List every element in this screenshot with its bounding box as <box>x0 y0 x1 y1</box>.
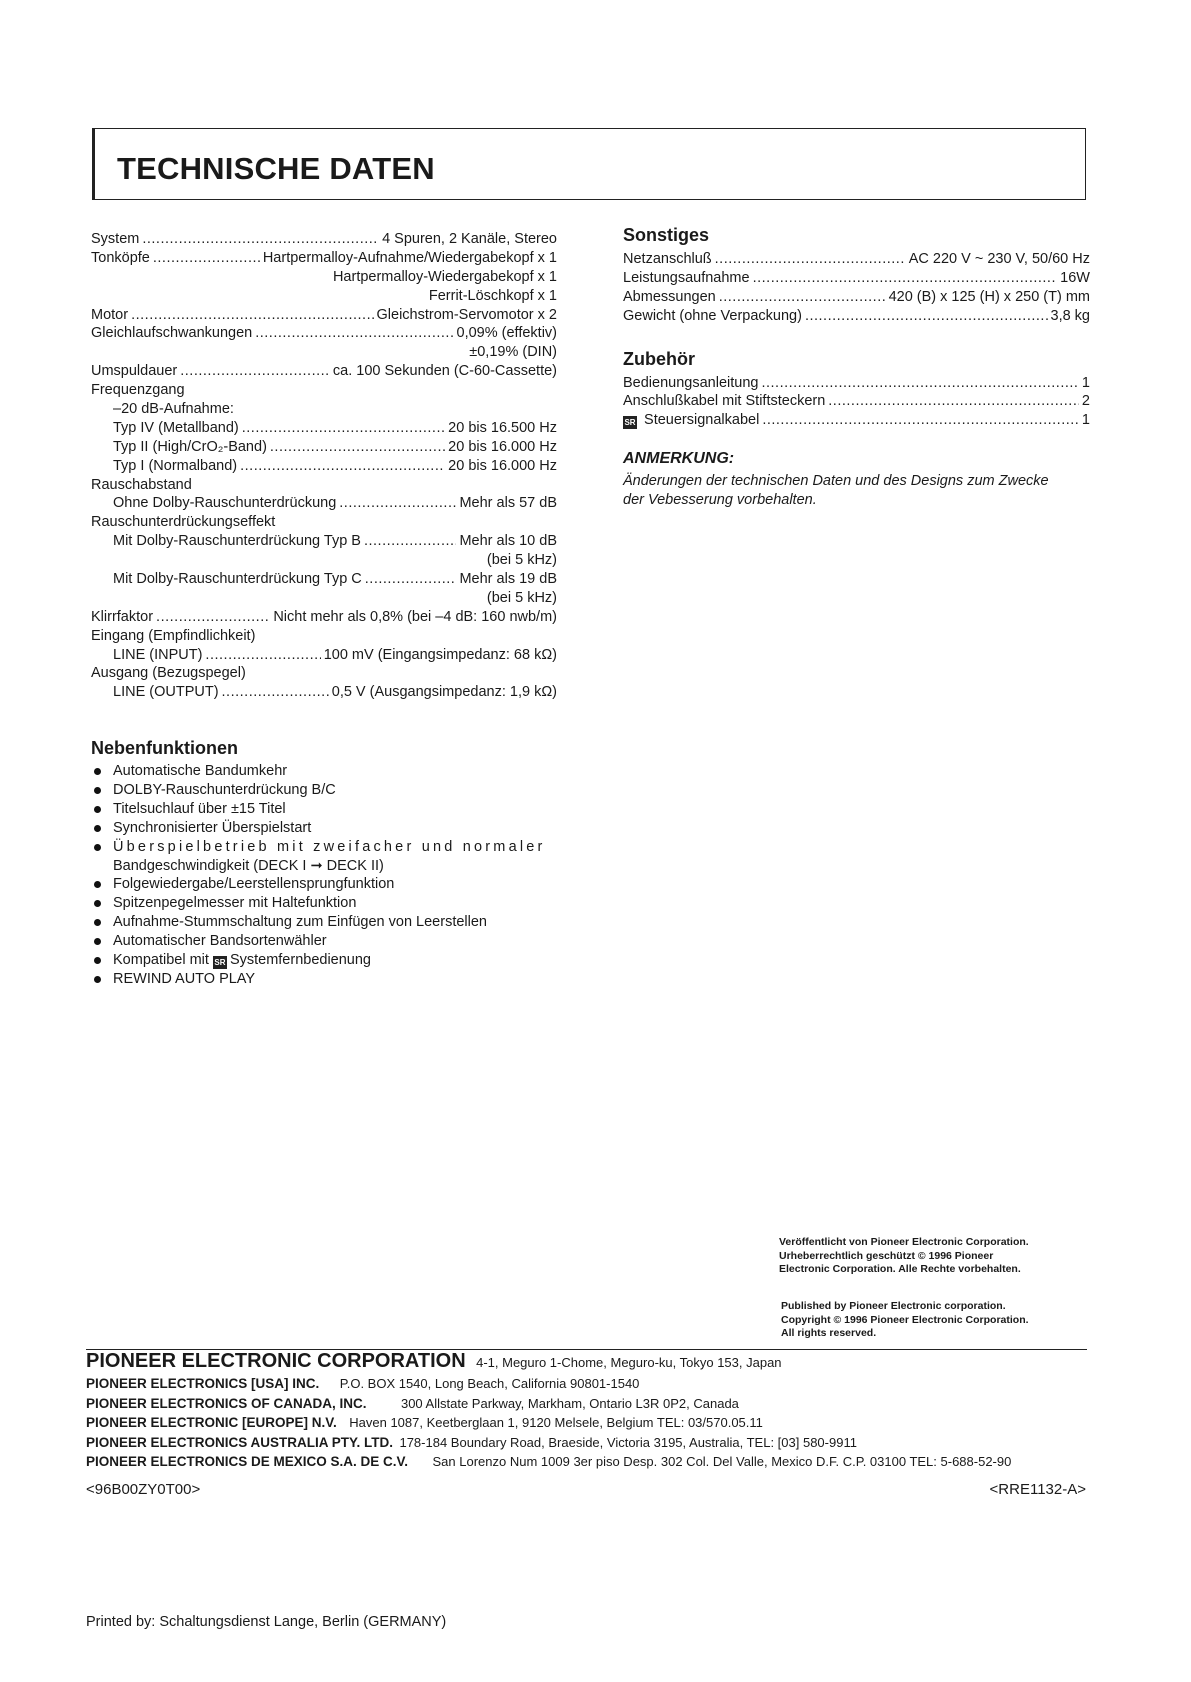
list-item: Automatischer Bandsortenwähler <box>91 932 561 951</box>
spec-rauscheffekt-b: Mit Dolby-Rauschunterdrückung Typ B ..... Mehr als 10 dB <box>91 532 557 551</box>
spec-rauscheffekt-c: Mit Dolby-Rauschunterdrückung Typ C ..... Mehr als 19 dB <box>91 570 557 589</box>
anmerkung-line: Änderungen der technischen Daten und des Designs zum Zwecke <box>623 473 1049 490</box>
doc-code-left: <96B00ZY0T00> <box>86 1481 201 1498</box>
list-item: Kompatibel mit SR Systemfernbedienung <box>91 951 561 970</box>
list-item: REWIND AUTO PLAY <box>91 970 561 989</box>
corp-main-row <box>86 1350 1096 1375</box>
list-item: Folgewiedergabe/Leerstellensprungfunktion <box>91 875 561 894</box>
sr-icon: SR <box>624 418 636 428</box>
spec-tonkoepfe-extra2: Ferrit-Löschkopf x 1 <box>428 287 557 304</box>
spec-klirr: Klirrfaktor ..... Nicht mehr als 0,8% (bei –4 dB: 160 nwb/m) <box>91 608 557 627</box>
spec-rauscheffekt-c-extra: (bei 5 kHz) <box>486 589 557 606</box>
spec-motor: Motor ..... Gleichstrom-Servomotor x 2 <box>91 306 557 325</box>
list-item: Spitzenpegelmesser mit Haltefunktion <box>91 894 561 913</box>
spec-eingang-row: LINE (INPUT) ..... 100 mV (Eingangsimpedanz: 68 kΩ) <box>91 646 557 665</box>
sonstiges-row: Netzanschluß ..... AC 220 V ~ 230 V, 50/60 Hz <box>623 250 1090 269</box>
spec-frequenz-row: Typ II (High/CrO₂-Band) ..... 20 bis 16.000 Hz <box>91 438 557 457</box>
title-box <box>92 128 1086 200</box>
corp-office-row: PIONEER ELECTRONIC [EUROPE] N.V. Haven 1087, Keetberglaan 1, 9120 Melsele, Belgium TEL: 03/570.05.11 <box>86 1415 763 1430</box>
feature-list <box>91 762 561 989</box>
nebenfunktionen-heading: Nebenfunktionen <box>91 738 238 758</box>
spec-umspul: Umspuldauer ..... ca. 100 Sekunden (C-60-Cassette) <box>91 362 557 381</box>
spec-system: System ..... 4 Spuren, 2 Kanäle, Stereo <box>91 230 557 249</box>
spec-frequenz-label: Frequenzgang <box>91 382 185 399</box>
spec-frequenz-row: Typ IV (Metallband) ..... 20 bis 16.500 Hz <box>91 419 557 438</box>
spec-frequenz-row: Typ I (Normalband) ..... 20 bis 16.000 Hz <box>91 457 557 476</box>
spec-tonkoepfe-extra1: Hartpermalloy-Wiedergabekopf x 1 <box>332 268 557 285</box>
spec-gleichlauf: Gleichlaufschwankungen ..... 0,09% (effektiv) <box>91 324 557 343</box>
published-notice-en: Published by Pioneer Electronic corporation. Copyright © 1996 Pioneer Electronic Corporation. All rights reserved. <box>781 1300 1029 1339</box>
specs-column <box>91 230 557 702</box>
corp-office-row: PIONEER ELECTRONICS [USA] INC. P.O. BOX 1540, Long Beach, California 90801-1540 <box>86 1376 640 1391</box>
sonstiges-heading: Sonstiges <box>623 225 710 245</box>
corp-office-row: PIONEER ELECTRONICS OF CANADA, INC. 300 Allstate Parkway, Markham, Ontario L3R 0P2, Canada <box>86 1395 739 1411</box>
sonstiges-row: Leistungsaufnahme ..... 16W <box>623 269 1090 288</box>
zubehoer-row: Bedienungsanleitung ..... 1 <box>623 374 1090 393</box>
corp-main-name: PIONEER ELECTRONIC CORPORATION <box>86 1350 466 1372</box>
spec-eingang-label: Eingang (Empfindlichkeit) <box>91 627 256 644</box>
spec-rausch-label: Rauschabstand <box>91 476 192 493</box>
right-column <box>623 226 1090 510</box>
list-item: Überspielbetrieb mit zweifacher und normaler Bandgeschwindigkeit (DECK I ➞ DECK II) <box>91 838 561 876</box>
zubehoer-row: Anschlußkabel mit Stiftsteckern ..... 2 <box>623 392 1090 411</box>
anmerkung-line: der Vebesserung vorbehalten. <box>623 492 817 509</box>
list-item: Titelsuchlauf über ±15 Titel <box>91 800 561 819</box>
corporation-block <box>86 1350 1096 1473</box>
zubehoer-row: SR Steuersignalkabel ..... 1 <box>623 411 1090 430</box>
list-item: Aufnahme-Stummschaltung zum Einfügen von Leerstellen <box>91 913 561 932</box>
spec-ausgang-label: Ausgang (Bezugspegel) <box>91 665 246 682</box>
spec-rauscheffekt-label: Rauschunterdrückungseffekt <box>91 514 276 531</box>
spec-ausgang-row: LINE (OUTPUT) ..... 0,5 V (Ausgangsimpedanz: 1,9 kΩ) <box>91 683 557 702</box>
nebenfunktionen-section <box>91 738 561 989</box>
corp-office-row: PIONEER ELECTRONICS DE MEXICO S.A. DE C.V. San Lorenzo Num 1009 3er piso Desp. 302 Col. Del Valle, Mexico D.F. C.P. 03100 TEL: 5-688-52-90 <box>86 1454 1012 1469</box>
sonstiges-row: Gewicht (ohne Verpackung) ..... 3,8 kg <box>623 307 1090 326</box>
sonstiges-row: Abmessungen ..... 420 (B) x 125 (H) x 250 (T) mm <box>623 288 1090 307</box>
list-item: DOLBY-Rauschunterdrückung B/C <box>91 781 561 800</box>
spec-rausch-row: Ohne Dolby-Rauschunterdrückung ..... Mehr als 57 dB <box>91 494 557 513</box>
doc-code-right: <RRE1132-A> <box>989 1481 1086 1498</box>
spec-gleichlauf-extra: ±0,19% (DIN) <box>469 344 557 361</box>
page-title: TECHNISCHE DATEN <box>117 151 435 186</box>
corp-office-row: PIONEER ELECTRONICS AUSTRALIA PTY. LTD. 178-184 Boundary Road, Braeside, Victoria 3195, Australia, TEL: [03] 580-9911 <box>86 1434 857 1450</box>
list-item: Automatische Bandumkehr <box>91 762 561 781</box>
corp-main-address: 4-1, Meguro 1-Chome, Meguro-ku, Tokyo 153, Japan <box>476 1355 782 1370</box>
zubehoer-heading: Zubehör <box>623 348 695 369</box>
sr-icon: SR <box>214 958 226 968</box>
published-notice-de: Veröffentlicht von Pioneer Electronic Corporation. Urheberrechtlich geschützt © 1996 Pioneer Electronic Corporation. Alle Rechte vorbehalten. <box>779 1236 1029 1275</box>
spec-tonkoepfe: Tonköpfe ..... Hartpermalloy-Aufnahme/Wiedergabekopf x 1 <box>91 249 557 268</box>
list-item: Synchronisierter Überspielstart <box>91 819 561 838</box>
printed-by: Printed by: Schaltungsdienst Lange, Berlin (GERMANY) <box>86 1614 447 1630</box>
spec-frequenz-sub: –20 dB-Aufnahme: <box>113 401 234 418</box>
anmerkung-heading: ANMERKUNG: <box>623 450 735 468</box>
spec-rauscheffekt-b-extra: (bei 5 kHz) <box>486 552 557 569</box>
